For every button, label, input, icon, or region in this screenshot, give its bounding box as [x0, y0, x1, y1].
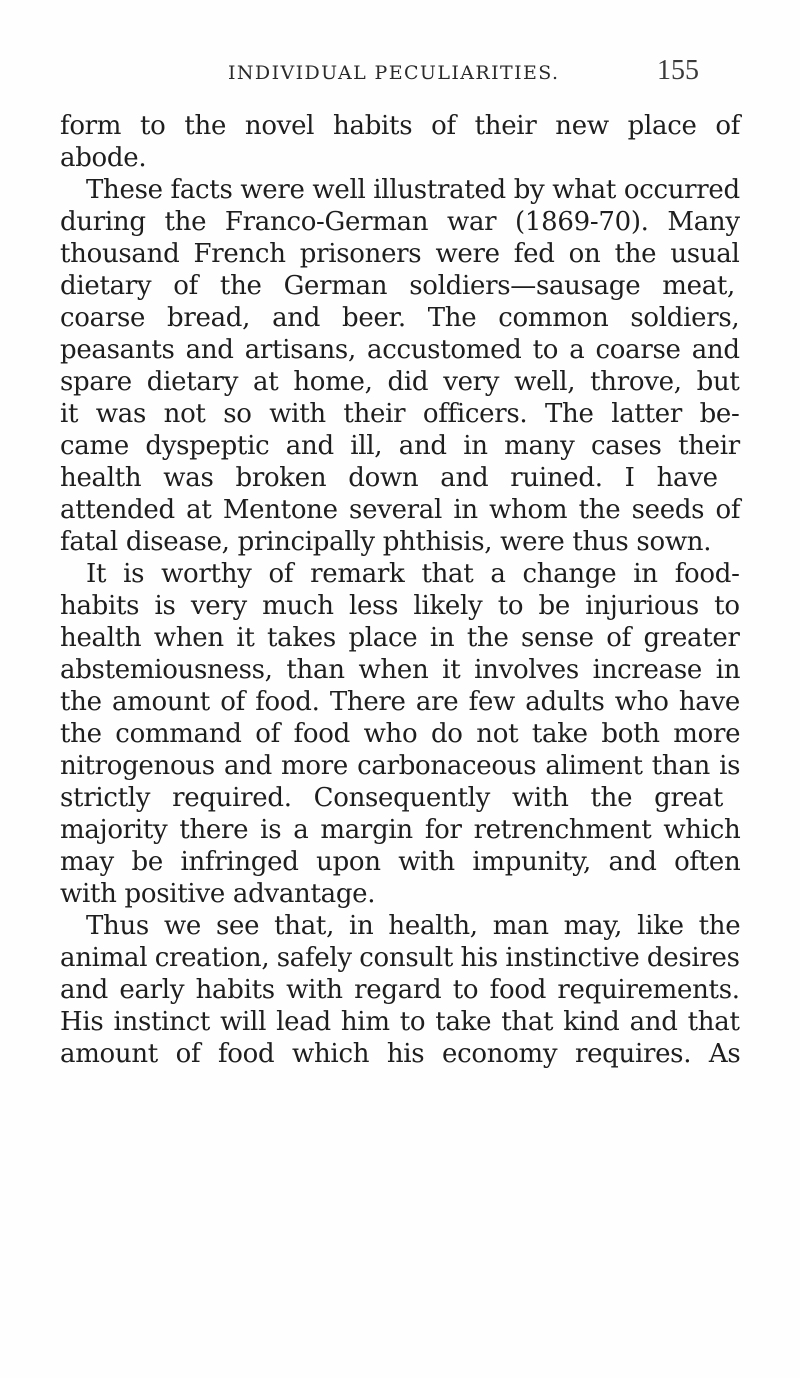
text-line-4: during the Franco-German war (1869-70). Many — [60, 207, 740, 237]
text-line-29: His instinct will lead him to take that kind and that — [60, 1007, 740, 1037]
text-line-11: came dyspeptic and ill, and in many cases their — [60, 431, 740, 461]
page-number: 155 — [657, 55, 699, 86]
text-line-12: health was broken down and ruined. I have — [60, 463, 718, 493]
text-line-30: amount of food which his economy requires. As — [60, 1039, 741, 1069]
text-line-26: Thus we see that, in health, man may, like the — [86, 911, 741, 941]
text-line-10: it was not so with their officers. The latter be- — [60, 399, 740, 429]
text-line-27: animal creation, safely consult his instinctive desires — [60, 943, 740, 973]
text-line-15: It is worthy of remark that a change in food- — [86, 559, 740, 589]
text-line-17: health when it takes place in the sense of greater — [60, 623, 740, 653]
text-line-5: thousand French prisoners were fed on the usual — [60, 239, 740, 269]
text-line-23: majority there is a margin for retrenchment which — [60, 815, 741, 845]
text-line-22: strictly required. Consequently with the great — [60, 783, 724, 813]
text-line-9: spare dietary at home, did very well, throve, but — [60, 367, 740, 397]
page-header — [0, 55, 800, 94]
text-line-21: nitrogenous and more carbonaceous aliment than is — [60, 751, 741, 781]
text-line-8: peasants and artisans, accustomed to a coarse and — [60, 335, 740, 365]
text-line-25: with positive advantage. — [60, 879, 376, 909]
text-line-18: abstemiousness, than when it involves increase in — [60, 655, 741, 685]
text-line-24: may be infringed upon with impunity, and often — [60, 847, 741, 877]
text-line-2: abode. — [60, 143, 147, 173]
text-line-7: coarse bread, and beer. The common soldiers, — [60, 303, 740, 333]
text-line-6: dietary of the German soldiers—sausage meat, — [60, 271, 736, 301]
text-line-13: attended at Mentone several in whom the seeds of — [60, 495, 741, 525]
running-head: INDIVIDUAL PECULIARITIES. — [228, 62, 560, 84]
text-line-1: form to the novel habits of their new place of — [60, 111, 741, 141]
text-line-14: fatal disease, principally phthisis, were thus sown. — [60, 527, 712, 557]
text-line-20: the command of food who do not take both more — [60, 719, 741, 749]
text-line-19: the amount of food. There are few adults who have — [60, 687, 740, 717]
text-line-16: habits is very much less likely to be injurious to — [60, 591, 740, 621]
text-line-28: and early habits with regard to food requirements. — [60, 975, 740, 1005]
text-line-3: These facts were well illustrated by what occurred — [86, 175, 740, 205]
